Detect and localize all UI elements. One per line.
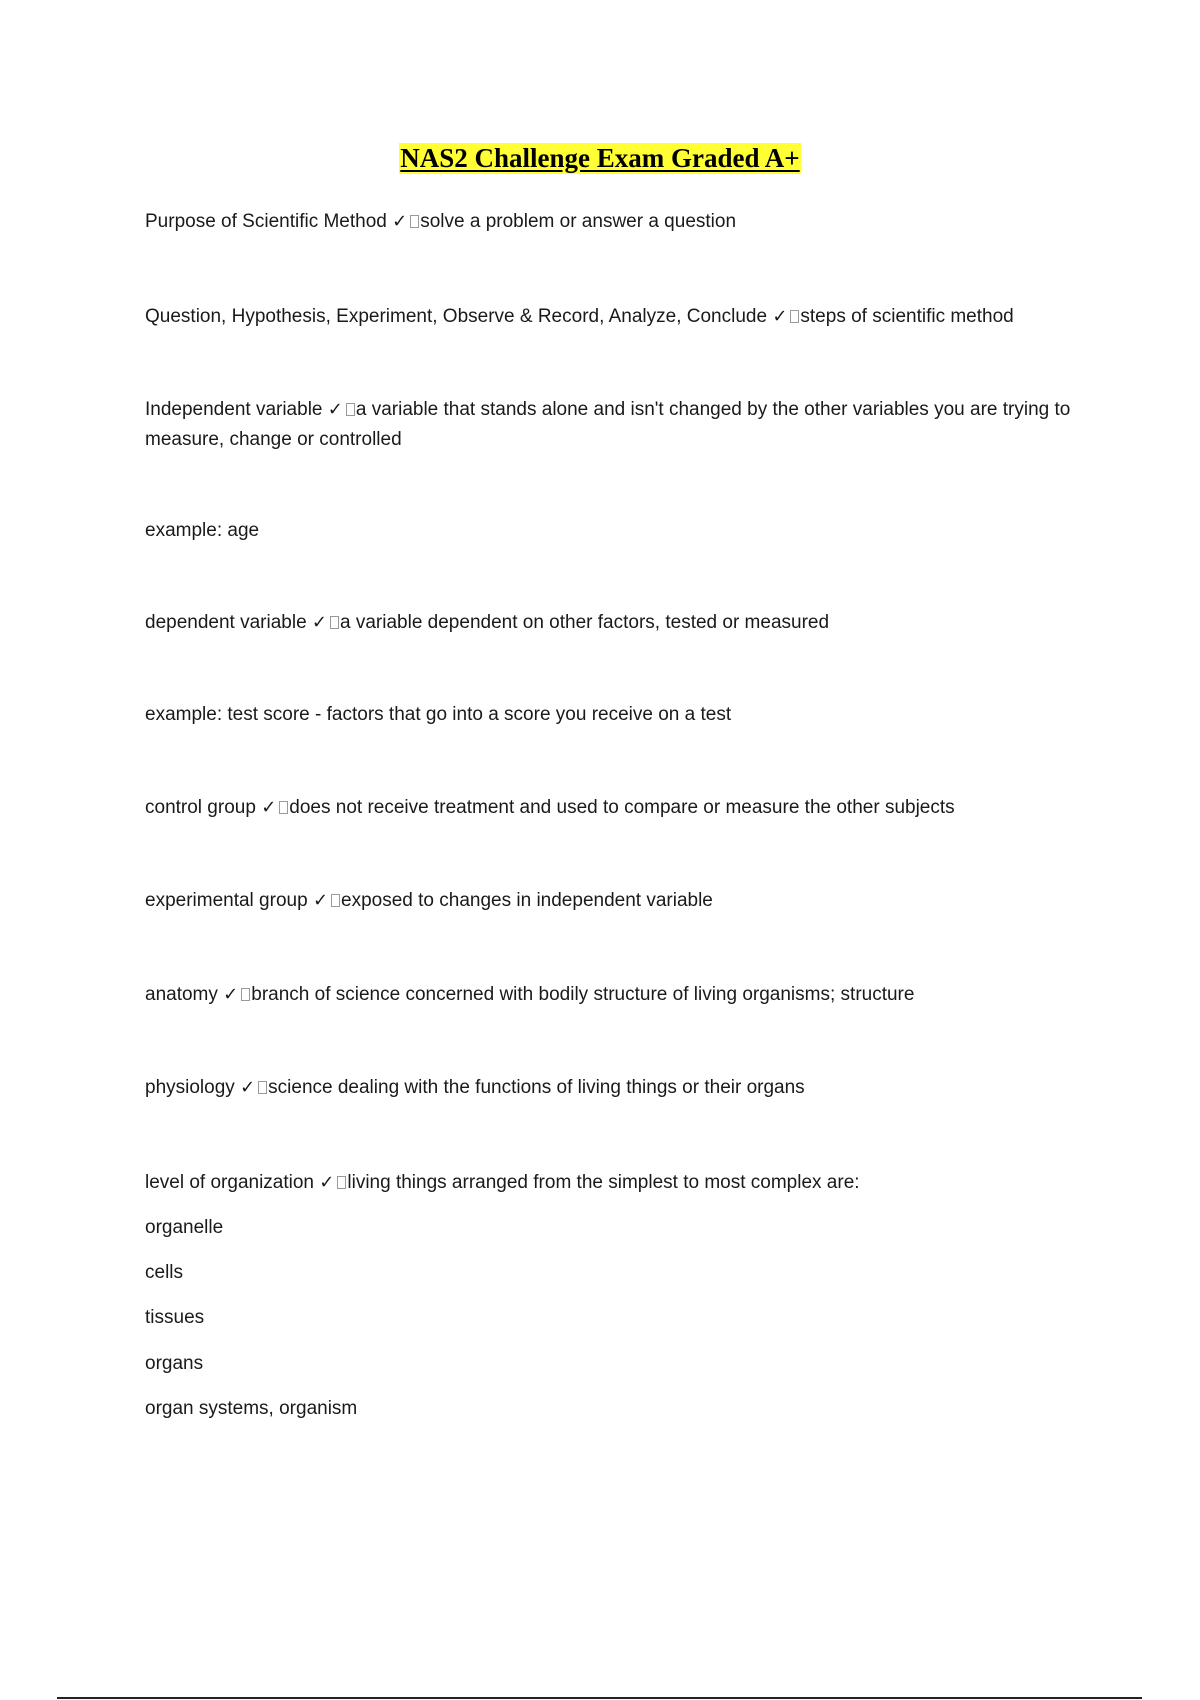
card-definition: a variable dependent on other factors, tested or measured [340, 612, 830, 633]
example-dependent [145, 700, 1085, 730]
check-mark-icon: ✓ [312, 890, 329, 911]
list-item: cells [145, 1262, 184, 1283]
card-physiology [145, 1073, 1085, 1103]
list-item: organs [145, 1353, 204, 1374]
check-mark-icon: ✓ [392, 211, 408, 232]
document-title: NAS2 Challenge Exam Graded A+ [400, 143, 800, 173]
list-item: tissues [145, 1307, 205, 1328]
check-mark-icon: ✓ [311, 612, 328, 633]
card-term: level of organization [145, 1172, 314, 1193]
placeholder-box-icon [410, 215, 419, 228]
title-container [0, 143, 1200, 174]
placeholder-box-icon [337, 1176, 346, 1189]
placeholder-box-icon [241, 988, 250, 1001]
card-term: dependent variable [145, 612, 307, 633]
card-definition: a variable that stands alone and isn't changed by the other variables you are trying to measure, change or controlled [145, 399, 1071, 450]
check-mark-icon: ✓ [319, 1172, 335, 1193]
placeholder-box-icon [346, 403, 355, 416]
card-definition: exposed to changes in independent variable [341, 890, 713, 911]
card-definition: living things arranged from the simplest to most complex are: [347, 1172, 860, 1193]
card-definition: branch of science concerned with bodily structure of living organisms; structure [251, 984, 915, 1005]
placeholder-box-icon [258, 1081, 267, 1094]
card-term: control group [145, 797, 256, 818]
card-control-group [145, 793, 1085, 823]
check-mark-icon: ✓ [772, 306, 788, 327]
card-term: experimental group [145, 890, 308, 911]
card-dependent-variable [145, 608, 1085, 638]
check-mark-icon: ✓ [223, 984, 239, 1005]
example-text: example: test score - factors that go into a score you receive on a test [145, 704, 732, 725]
check-mark-icon: ✓ [261, 797, 277, 818]
footer-divider [57, 1697, 1142, 1699]
card-term: physiology [145, 1077, 235, 1098]
card-purpose-scientific-method [145, 207, 1085, 237]
card-term: Purpose of Scientific Method [145, 211, 387, 232]
card-term: Question, Hypothesis, Experiment, Observe & Record, Analyze, Conclude [145, 306, 768, 327]
check-mark-icon: ✓ [327, 399, 343, 420]
card-anatomy [145, 980, 1085, 1010]
placeholder-box-icon [331, 894, 340, 907]
check-mark-icon: ✓ [240, 1077, 256, 1098]
list-item: organ systems, organism [145, 1398, 358, 1419]
card-definition: steps of scientific method [800, 306, 1014, 327]
list-item: organelle [145, 1217, 224, 1238]
placeholder-box-icon [330, 616, 339, 629]
card-definition: science dealing with the functions of living things or their organs [268, 1077, 805, 1098]
card-steps-scientific-method [145, 302, 1085, 332]
example-text: example: age [145, 520, 260, 541]
placeholder-box-icon [790, 310, 799, 323]
example-independent [145, 516, 1085, 546]
card-experimental-group [145, 886, 1085, 916]
card-definition: solve a problem or answer a question [420, 211, 737, 232]
card-term: anatomy [145, 984, 218, 1005]
card-level-of-organization [145, 1168, 1085, 1198]
card-independent-variable [145, 395, 1085, 455]
placeholder-box-icon [279, 801, 288, 814]
card-term: Independent variable [145, 399, 323, 420]
card-definition: does not receive treatment and used to compare or measure the other subjects [289, 797, 955, 818]
